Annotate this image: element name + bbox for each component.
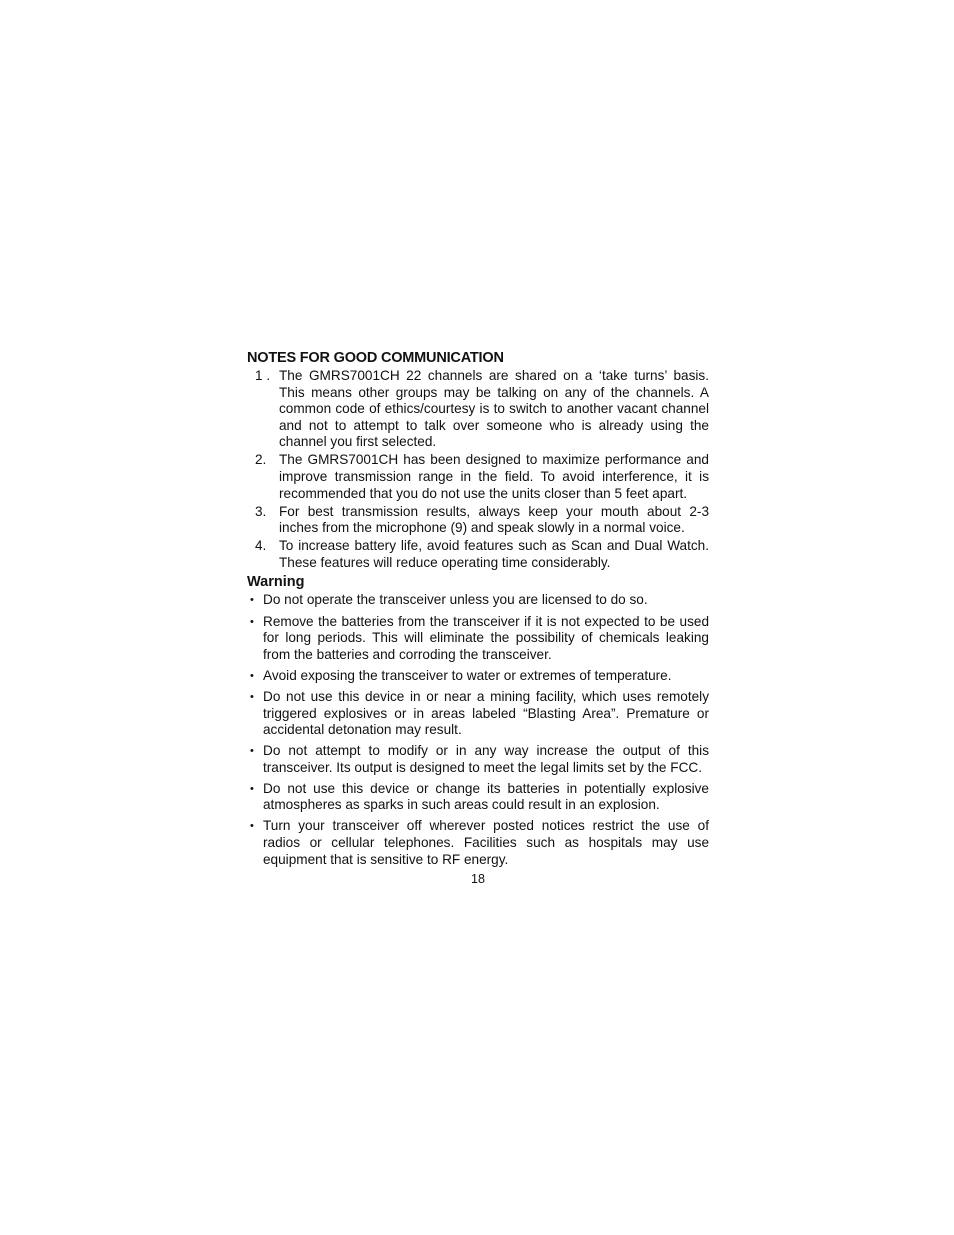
warning-list bbox=[247, 592, 709, 868]
manual-page bbox=[247, 349, 709, 886]
note-item bbox=[247, 452, 709, 502]
bullet-icon: • bbox=[250, 820, 254, 833]
warning-item bbox=[247, 781, 709, 814]
warning-text: Do not use this device or change its batteries in potentially explosive atmospheres as sparks in such areas could result in an explosion. bbox=[263, 780, 709, 813]
warning-item bbox=[247, 592, 709, 609]
note-number: 3. bbox=[255, 503, 267, 519]
note-number: 1 . bbox=[255, 368, 271, 383]
bullet-icon: • bbox=[250, 594, 254, 607]
bullet-icon: • bbox=[250, 669, 254, 682]
bullet-icon: • bbox=[250, 782, 254, 795]
warning-item bbox=[247, 818, 709, 868]
note-text: The GMRS7001CH has been designed to maximize performance and improve transmission range in the field. To avoid interference, it is recommended that you do not use the units closer than 5 feet apart. bbox=[279, 452, 709, 501]
note-number: 2. bbox=[255, 452, 267, 468]
warning-item bbox=[247, 743, 709, 776]
note-text: The GMRS7001CH 22 channels are shared on a ‘take turns’ basis. This means other groups may be talking on any of the channels. A common code of ethics/courtesy is to switch to another vacant channel and not to attempt to talk over someone who is already using the channel you first selected. bbox=[279, 368, 709, 450]
page-number: 18 bbox=[471, 871, 485, 886]
note-item bbox=[247, 538, 709, 571]
warning-text: Do not operate the transceiver unless you are licensed to do so. bbox=[263, 592, 648, 608]
warning-text: Remove the batteries from the transceiver if it is not expected to be used for long periods. This will eliminate the possibility of chemicals leaking from the batteries and corroding the transceiver. bbox=[263, 613, 709, 662]
note-item bbox=[247, 504, 709, 537]
bullet-icon: • bbox=[250, 691, 254, 704]
warning-item bbox=[247, 668, 709, 685]
warning-item bbox=[247, 689, 709, 739]
warning-heading: Warning bbox=[247, 574, 305, 591]
bullet-icon: • bbox=[250, 745, 254, 758]
note-number: 4. bbox=[255, 538, 267, 554]
section-heading: NOTES FOR GOOD COMMUNICATION bbox=[247, 350, 504, 366]
warning-text: Do not use this device in or near a mining facility, which uses remotely triggered explosives or in areas labeled “Blasting Area”. Premature or accidental detonation may result. bbox=[263, 689, 709, 738]
warning-text: Turn your transceiver off wherever posted notices restrict the use of radios or cellular telephones. Facilities such as hospitals may use equipment that is sensitive to RF energy. bbox=[263, 818, 709, 867]
notes-list bbox=[247, 368, 709, 572]
warning-text: Avoid exposing the transceiver to water or extremes of temperature. bbox=[263, 667, 672, 683]
warning-text: Do not attempt to modify or in any way increase the output of this transceiver. Its output is designed to meet the legal limits set by the FCC. bbox=[263, 743, 709, 775]
warning-item bbox=[247, 614, 709, 664]
note-text: To increase battery life, avoid features such as Scan and Dual Watch. These features will reduce operating time considerably. bbox=[279, 538, 709, 571]
note-item bbox=[247, 368, 709, 451]
note-text: For best transmission results, always keep your mouth about 2-3 inches from the microphone (9) and speak slowly in a normal voice. bbox=[279, 503, 709, 536]
bullet-icon: • bbox=[250, 615, 254, 628]
